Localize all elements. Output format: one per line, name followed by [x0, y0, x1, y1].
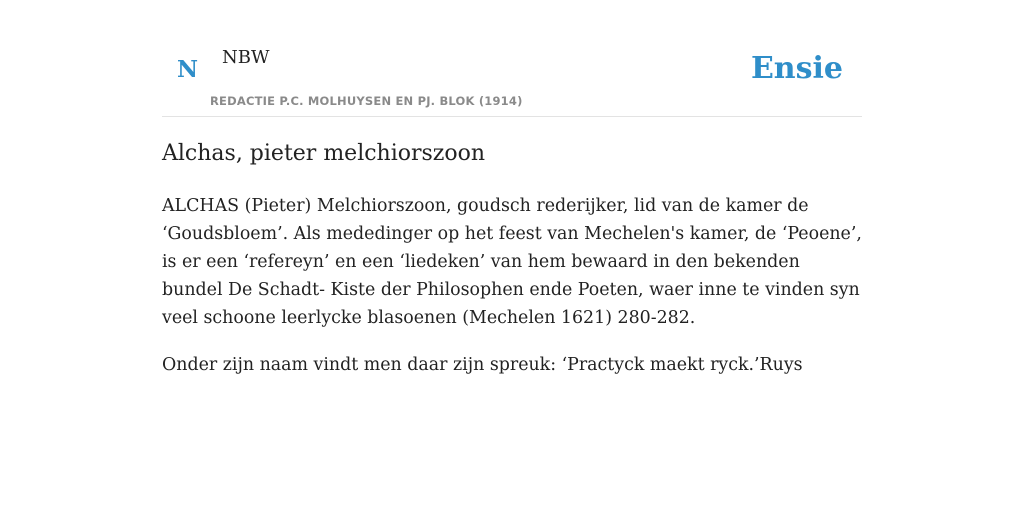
- entry-paragraph: ALCHAS (Pieter) Melchiorszoon, goudsch rederijker, lid van de kamer de ‘Goudsbloem’. Als mededinger op het feest van Mechelen's kamer, de ‘Peoene’, is er een ‘refereyn’ en een ‘liedeken’ van hem bewaard in den bekenden bundel De Schadt- Kiste der Philosophen ende Poeten, waer inne te vinden syn veel schoone leerlycke blasoenen (Mechelen 1621) 280-282.: [162, 196, 862, 328]
- publication-subtitle: REDACTIE P.C. MOLHUYSEN EN PJ. BLOK (1914): [210, 94, 523, 108]
- entry-body: [162, 192, 862, 398]
- ensie-logo-link[interactable]: Ensie: [750, 51, 843, 86]
- nbw-logo-icon[interactable]: N: [177, 56, 199, 83]
- publication-title[interactable]: NBW: [222, 47, 270, 68]
- entry-paragraph: Onder zijn naam vindt men daar zijn spreuk: ‘Practyck maekt ryck.’Ruys: [162, 355, 803, 375]
- page-header: [162, 0, 862, 117]
- entry-title: Alchas, pieter melchiorszoon: [162, 141, 486, 166]
- page-container: [162, 0, 862, 375]
